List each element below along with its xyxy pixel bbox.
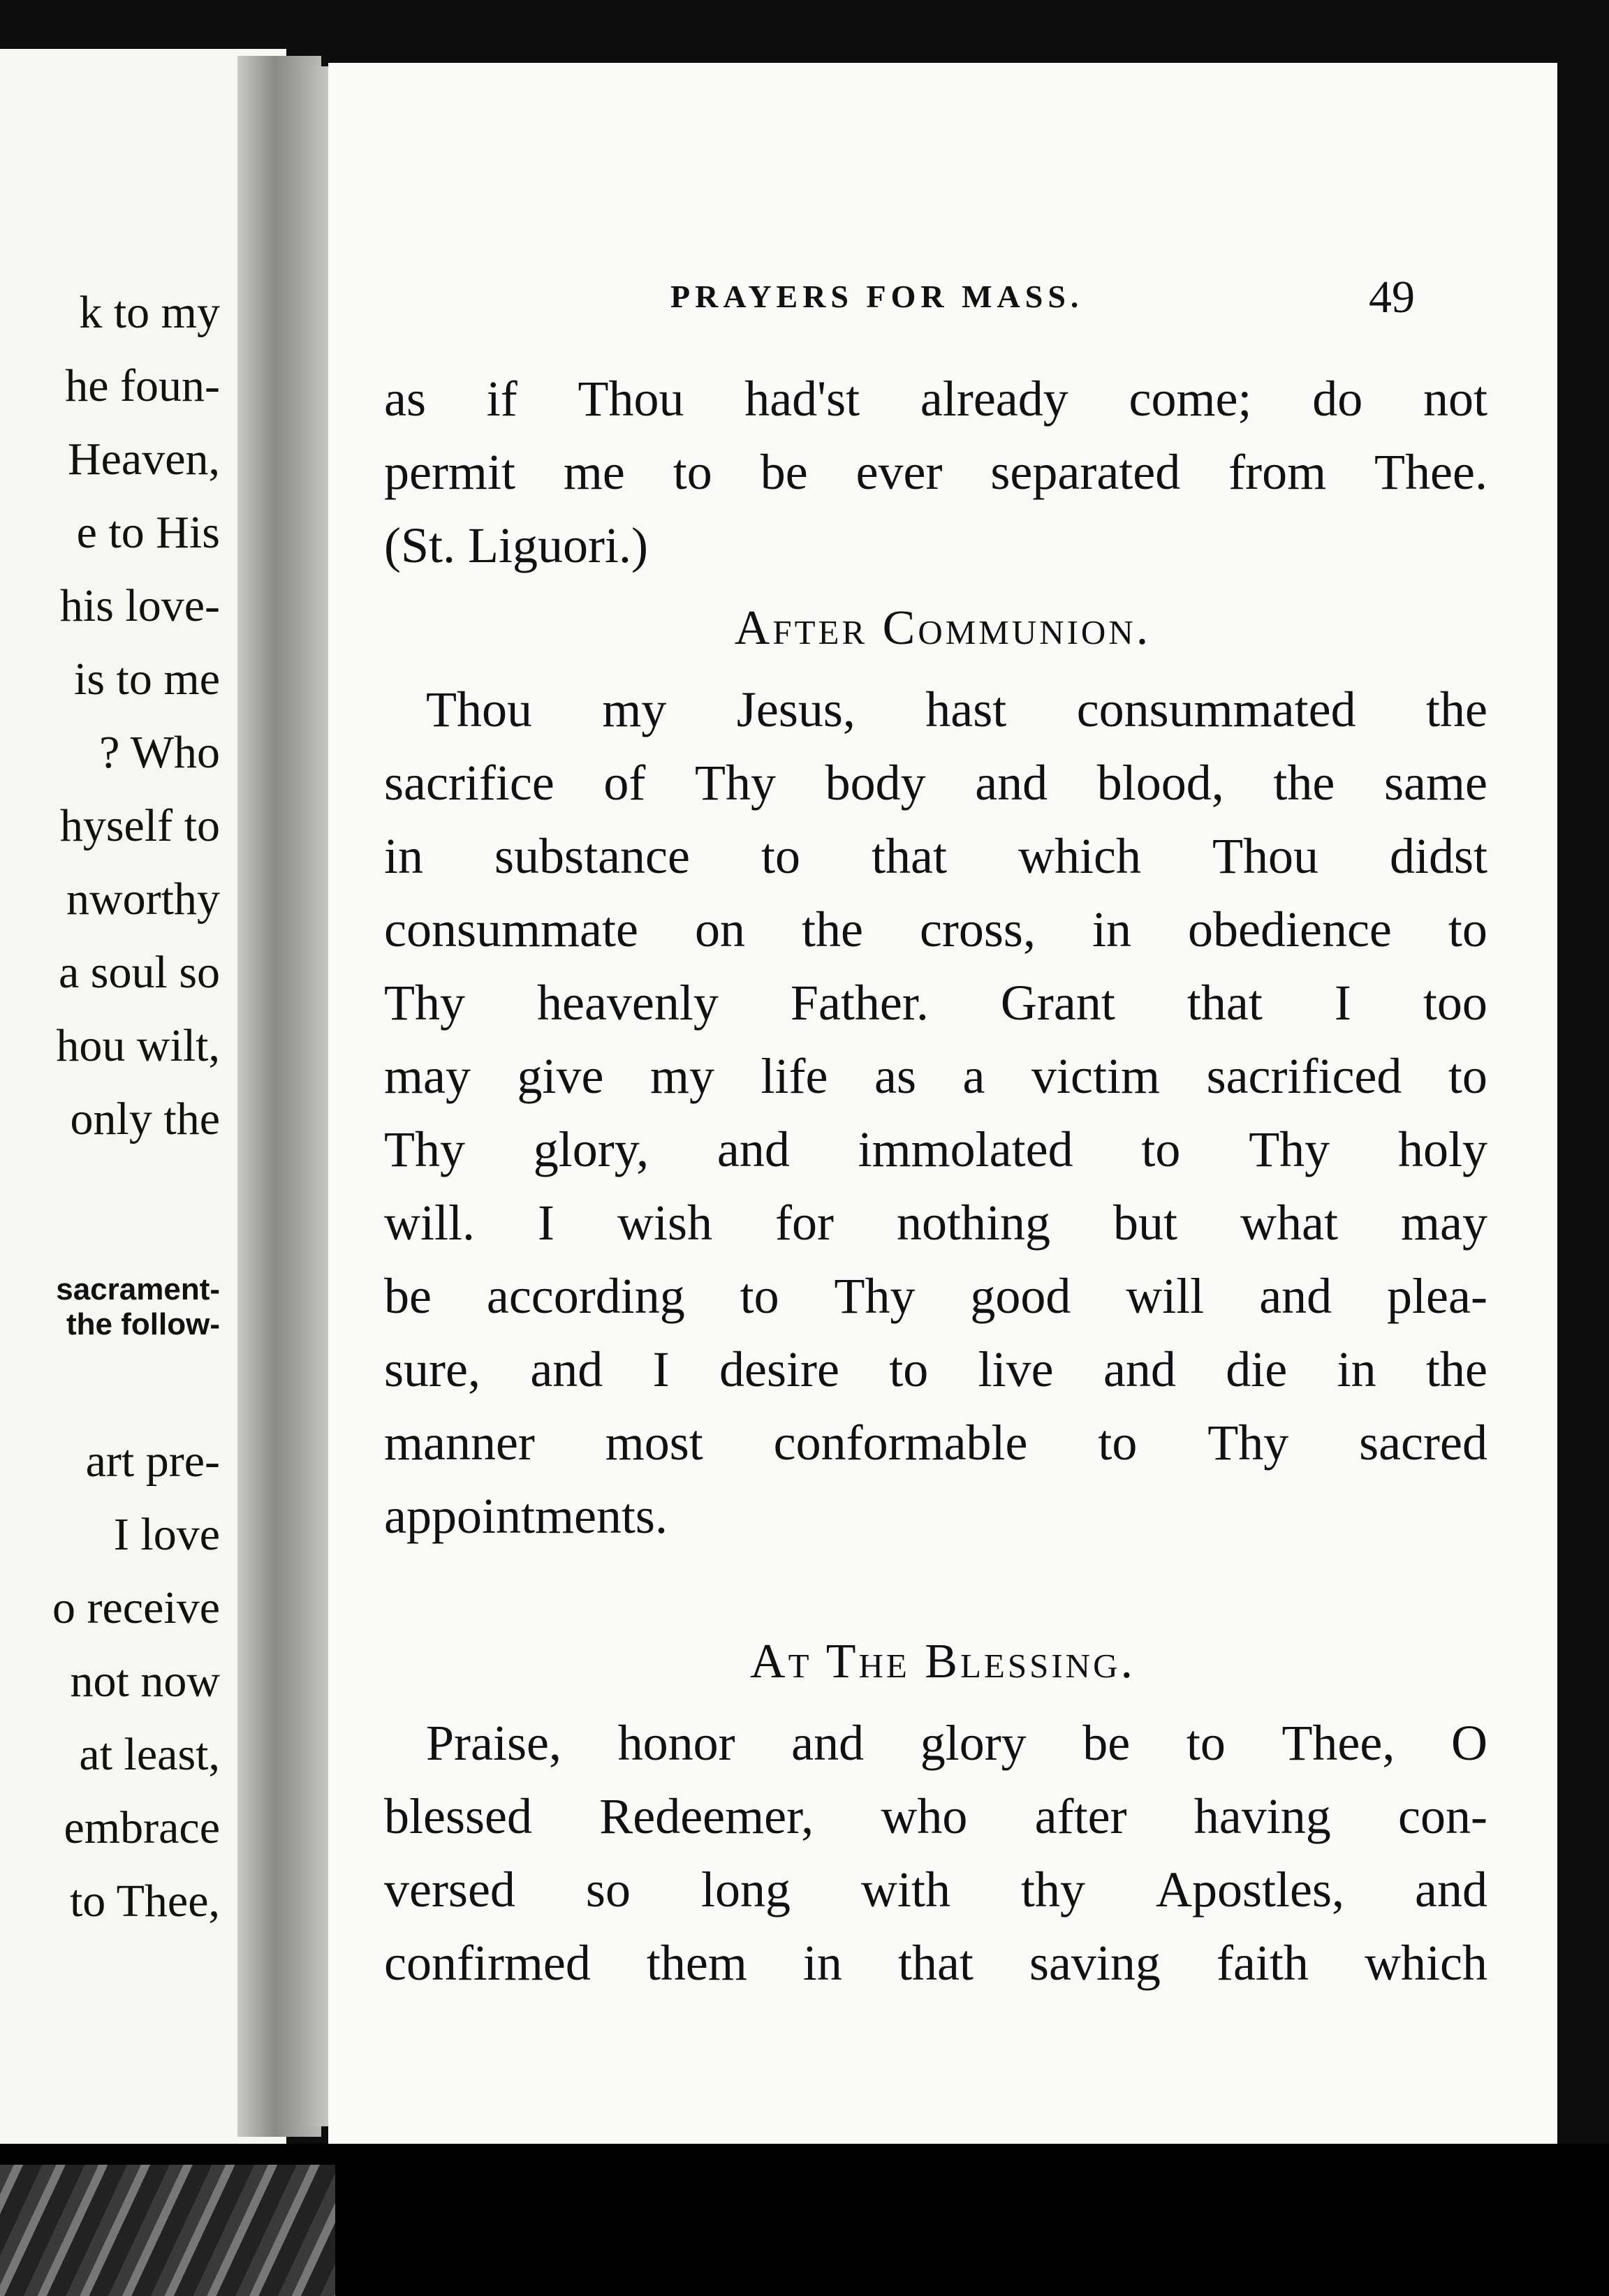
word: thy: [1020, 1862, 1085, 1918]
word: that: [1186, 975, 1263, 1031]
word: and: [1415, 1862, 1487, 1918]
left-line: I love: [113, 1509, 220, 1560]
word: according: [486, 1268, 685, 1324]
text-line: [384, 1048, 1487, 1104]
word: as: [874, 1048, 917, 1104]
word: of: [603, 755, 646, 811]
word: plea-: [1387, 1268, 1487, 1324]
word: the: [1426, 1341, 1487, 1397]
text-line: [384, 904, 1487, 955]
word: separated: [990, 444, 1181, 500]
word: in: [1092, 902, 1131, 957]
word: in: [384, 828, 424, 884]
word: with: [860, 1862, 950, 1918]
word: Praise,: [426, 1715, 561, 1771]
text-line: [384, 684, 1487, 735]
word: come;: [1129, 371, 1252, 427]
word: from: [1228, 444, 1327, 500]
left-line: nworthy: [66, 874, 220, 925]
word: same: [1384, 755, 1487, 811]
word: substance: [494, 828, 690, 884]
word: do: [1312, 371, 1363, 427]
word: long: [700, 1862, 791, 1918]
left-line: o receive: [52, 1582, 220, 1633]
word: will.: [384, 1195, 476, 1251]
word: Thee,: [1281, 1715, 1395, 1771]
word: that: [872, 828, 947, 884]
word: to: [1098, 1415, 1138, 1471]
text-line: [384, 444, 1487, 500]
text-line: (St. Liguori.): [384, 517, 648, 573]
word: if: [486, 371, 517, 427]
word: Thou: [426, 682, 532, 737]
left-line: Heaven,: [67, 434, 220, 485]
text-line: [384, 1268, 1487, 1324]
text-line: [384, 1788, 1487, 1844]
right-page: [328, 63, 1557, 2144]
left-line: to Thee,: [69, 1876, 220, 1927]
word: to: [673, 444, 712, 500]
word: permit: [384, 444, 515, 500]
word: me: [563, 444, 625, 500]
word: to: [1141, 1121, 1181, 1177]
word: that: [897, 1935, 974, 1991]
word: sacrificed: [1206, 1048, 1402, 1104]
text-line: [384, 1935, 1487, 1991]
left-line: art pre-: [85, 1436, 220, 1487]
word: consummated: [1076, 682, 1356, 737]
word: had'st: [744, 371, 860, 427]
word: Thy: [1207, 1415, 1289, 1471]
word: and: [975, 755, 1048, 811]
word: confirmed: [384, 1935, 591, 1991]
left-line: is to me: [74, 654, 220, 705]
text-line: [384, 755, 1487, 811]
word: versed: [384, 1862, 515, 1918]
text-line: appointments.: [384, 1488, 668, 1544]
text-line: [384, 828, 1487, 884]
word: most: [605, 1415, 703, 1471]
section-heading: At The Blessing.: [750, 1635, 1136, 1688]
word: my: [650, 1048, 715, 1104]
word: to: [1448, 902, 1487, 957]
word: sacrifice: [384, 755, 554, 811]
word: Thy: [384, 975, 465, 1031]
left-small-line: sacrament-: [56, 1272, 220, 1307]
word: be: [1082, 1715, 1131, 1771]
word: after: [1034, 1788, 1127, 1844]
word: what: [1240, 1195, 1338, 1251]
word: and: [791, 1715, 865, 1771]
word: hast: [925, 682, 1007, 737]
word: ever: [855, 444, 943, 500]
word: be: [384, 1268, 432, 1324]
running-header: PRAYERS FOR MASS.: [670, 279, 1084, 314]
word: Redeemer,: [599, 1788, 814, 1844]
word: glory: [920, 1715, 1027, 1771]
word: cross,: [919, 902, 1036, 957]
text-line: [384, 1862, 1487, 1918]
word: to: [761, 828, 800, 884]
word: but: [1113, 1195, 1178, 1251]
word: O: [1450, 1715, 1487, 1771]
text-line: [384, 371, 1487, 427]
word: Thee.: [1374, 444, 1487, 500]
word: Apostles,: [1156, 1862, 1344, 1918]
word: Jesus,: [736, 682, 855, 737]
word: may: [1400, 1195, 1487, 1251]
word: Thou: [578, 371, 684, 427]
word: give: [517, 1048, 604, 1104]
word: nothing: [896, 1195, 1050, 1251]
word: having: [1193, 1788, 1331, 1844]
word: may: [384, 1048, 471, 1104]
word: and: [1259, 1268, 1332, 1324]
word: Thy: [384, 1121, 465, 1177]
left-line: a soul so: [59, 947, 220, 998]
word: too: [1423, 975, 1487, 1031]
word: not: [1423, 371, 1487, 427]
left-line: ? Who: [99, 727, 220, 778]
word: the: [801, 902, 863, 957]
word: conformable: [773, 1415, 1028, 1471]
word: wish: [617, 1195, 713, 1251]
word: and: [530, 1341, 603, 1397]
word: I: [652, 1341, 670, 1397]
word: life: [761, 1048, 828, 1104]
word: live: [978, 1341, 1054, 1397]
word: saving: [1029, 1935, 1161, 1991]
text-line: [384, 1121, 1487, 1177]
word: to: [1448, 1048, 1487, 1104]
word: in: [802, 1935, 842, 1991]
word: which: [1017, 828, 1141, 884]
word: to: [740, 1268, 779, 1324]
left-line: his love-: [59, 580, 220, 631]
word: heavenly: [537, 975, 719, 1031]
word: holy: [1397, 1121, 1487, 1177]
word: Thou: [1212, 828, 1318, 884]
left-line: k to my: [79, 287, 220, 338]
word: which: [1364, 1935, 1487, 1991]
text-line: [384, 975, 1487, 1031]
word: blessed: [384, 1788, 532, 1844]
word: Thy: [834, 1268, 916, 1324]
word: Thy: [1249, 1121, 1330, 1177]
left-line: not now: [70, 1656, 220, 1707]
word: the: [1426, 682, 1487, 737]
word: who: [881, 1788, 968, 1844]
word: for: [775, 1195, 834, 1251]
word: die: [1226, 1341, 1288, 1397]
word: I: [538, 1195, 554, 1251]
word: to: [889, 1341, 929, 1397]
word: desire: [719, 1341, 839, 1397]
word: to: [1186, 1715, 1226, 1771]
word: immolated: [858, 1121, 1073, 1177]
word: on: [694, 902, 745, 957]
text-line: [384, 1195, 1487, 1251]
word: Thy: [695, 755, 776, 811]
word: manner: [384, 1415, 535, 1471]
left-line: hyself to: [59, 800, 220, 851]
word: didst: [1389, 828, 1487, 884]
word: con-: [1398, 1788, 1487, 1844]
word: as: [384, 371, 426, 427]
section-heading: After Communion.: [734, 601, 1152, 655]
left-line: hou wilt,: [56, 1020, 220, 1071]
text-line: [384, 1341, 1487, 1397]
text-line: [384, 1415, 1487, 1471]
word: and: [1103, 1341, 1176, 1397]
word: glory,: [533, 1121, 649, 1177]
left-line: only the: [70, 1094, 220, 1145]
left-line: he foun-: [65, 360, 220, 411]
word: the: [1273, 755, 1335, 811]
word: and: [717, 1121, 790, 1177]
text-line: [384, 1715, 1487, 1771]
left-small-line: the follow-: [66, 1307, 220, 1341]
word: sacred: [1359, 1415, 1487, 1471]
left-line: e to His: [76, 507, 220, 558]
left-line: embrace: [64, 1802, 220, 1853]
word: I: [1334, 975, 1351, 1031]
word: victim: [1031, 1048, 1161, 1104]
word: my: [602, 682, 667, 737]
word: obedience: [1188, 902, 1392, 957]
word: Grant: [1000, 975, 1115, 1031]
word: a: [962, 1048, 985, 1104]
word: will: [1126, 1268, 1205, 1324]
cloth-texture: [0, 2165, 335, 2296]
word: them: [646, 1935, 747, 1991]
word: in: [1337, 1341, 1376, 1397]
word: good: [970, 1268, 1071, 1324]
word: so: [585, 1862, 631, 1918]
word: honor: [617, 1715, 735, 1771]
word: consummate: [384, 902, 638, 957]
word: be: [760, 444, 808, 500]
word: Father.: [790, 975, 929, 1031]
word: faith: [1216, 1935, 1309, 1991]
word: body: [825, 755, 926, 811]
page-number: 49: [1369, 272, 1415, 323]
word: sure,: [384, 1341, 480, 1397]
word: already: [920, 371, 1068, 427]
word: blood,: [1096, 755, 1224, 811]
left-line: at least,: [79, 1729, 220, 1780]
